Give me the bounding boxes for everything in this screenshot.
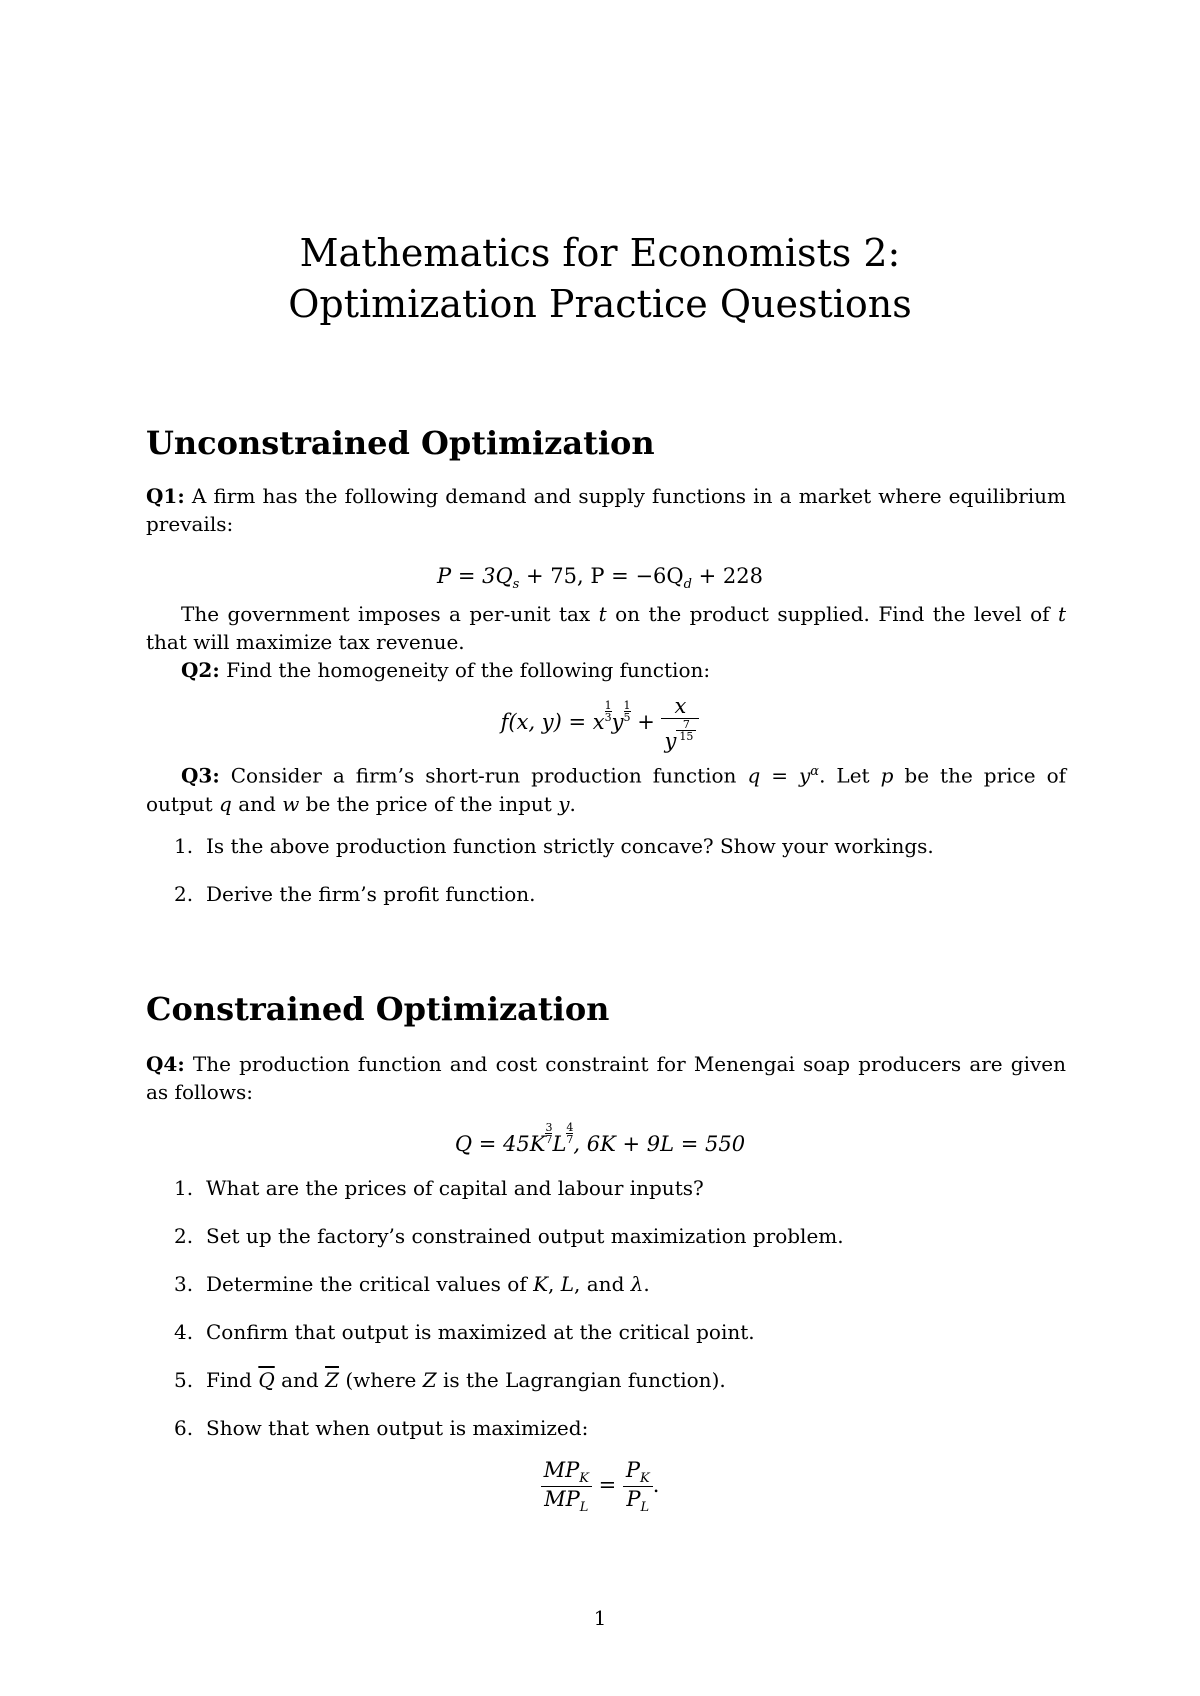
q1-label: Q1: [146, 484, 185, 508]
q1-text: A firm has the following demand and supply functions in a market where equilibrium prevails: [146, 484, 1067, 536]
q3-text-p: p [880, 763, 894, 788]
q4-final-den2-text: P [626, 1487, 641, 1512]
q3-text-d: and [231, 791, 283, 816]
q4-item-3-comma2: , and [574, 1272, 631, 1296]
q4-item-5-text-a: Find [206, 1368, 259, 1392]
q3-item-1-num: 1. [174, 834, 194, 858]
q1-followup-b: on the product supplied. Find the level of [606, 602, 1058, 626]
q3-text-a: Consider a firm’s short-run production function [230, 763, 748, 788]
q1-followup [146, 600, 1066, 656]
q3-text-alpha: α [810, 764, 820, 779]
q4-item-3-comma1: , [548, 1272, 561, 1296]
q3-item-2 [174, 880, 536, 908]
q4-item-1-text: What are the prices of capital and labour inputs? [206, 1176, 704, 1200]
q4-paragraph [146, 1050, 1066, 1106]
q4-text: The production function and cost constraint for Menengai soap producers are given as follows: [146, 1052, 1067, 1104]
q4-final-frac-1 [541, 1458, 592, 1515]
q1-equation [0, 564, 1200, 592]
q4-item-5-num: 5. [174, 1368, 194, 1392]
q1-eq-part1: P = 3Q [437, 564, 513, 588]
title-line-2: Optimization Practice Questions [288, 282, 912, 326]
q4-final-num2-text: P [625, 1458, 641, 1482]
q4-eq-L: L [552, 1132, 567, 1156]
q3-text-q: q = y [747, 763, 811, 788]
section-heading-constrained: Constrained Optimization [146, 990, 610, 1028]
q4-item-4-num: 4. [174, 1320, 194, 1344]
q3-item-1 [174, 832, 934, 860]
q4-item-3 [174, 1270, 650, 1298]
q4-item-1 [174, 1174, 704, 1202]
q4-item-6 [174, 1414, 588, 1442]
q4-equation [0, 1122, 1200, 1156]
q2-frac-den: y [664, 729, 677, 753]
q3-text-c: be the price of output [146, 763, 1067, 816]
q2-exp3-num: 7 [676, 719, 696, 731]
q4-item-3-end: . [643, 1272, 650, 1296]
q4-exp1-num: 3 [545, 1121, 553, 1134]
q4-final-den1-sub: L [579, 1500, 589, 1516]
q1-followup-t: t [598, 602, 607, 626]
q2-exp2-den: 5 [623, 711, 631, 724]
q4-final-den2-sub: L [640, 1500, 650, 1516]
q2-frac-den-wrap [661, 719, 699, 753]
q3-item-2-num: 2. [174, 882, 194, 906]
q2-exp-2 [624, 700, 631, 723]
q2-fraction [661, 694, 699, 753]
q3-text-q2: q [219, 791, 232, 816]
document-title [0, 228, 1200, 330]
q3-text-b: . Let [819, 763, 881, 788]
page-number: 1 [593, 1606, 607, 1630]
q4-final-num1-sub: K [579, 1471, 589, 1487]
q2-eq-plus: + [630, 710, 662, 734]
q4-final-period: . [652, 1473, 660, 1498]
q4-final-frac-2 [623, 1458, 653, 1515]
q2-eq-lhs: f(x, y) = x [500, 710, 605, 734]
q4-final-den2 [623, 1487, 653, 1515]
q4-item-1-num: 1. [174, 1176, 194, 1200]
q4-eq-b: , 6K + 9L = 550 [573, 1132, 746, 1156]
q3-text-e: be the price of the input [299, 791, 559, 816]
q4-final-num2-sub: K [640, 1471, 650, 1487]
q4-item-3-text-a: Determine the critical values of [206, 1272, 534, 1296]
q4-item-3-num: 3. [174, 1272, 194, 1296]
q2-label: Q2: [181, 658, 220, 682]
q1-paragraph [146, 482, 1066, 538]
q4-item-4-text: Confirm that output is maximized at the critical point. [206, 1320, 755, 1344]
q4-item-5-Z: $\overline{Z}$ [325, 1368, 339, 1392]
q4-item-3-lambda: λ [630, 1272, 644, 1296]
q4-final-equation [0, 1458, 1200, 1515]
q4-exp2-den: 7 [566, 1133, 574, 1146]
q3-text-w: w [282, 791, 300, 816]
q3-item-2-text: Derive the firm’s profit function. [206, 882, 536, 906]
q2-exp3-den: 15 [679, 730, 694, 743]
q1-eq-sub-d: d [683, 577, 692, 593]
q4-item-5 [174, 1366, 726, 1394]
q4-final-num2 [623, 1458, 653, 1487]
title-line-1: Mathematics for Economists 2: [299, 231, 901, 275]
q4-final-num1 [541, 1458, 592, 1487]
q4-item-5-Z2: Z [422, 1368, 437, 1392]
q2-equation [0, 694, 1200, 753]
q4-final-den1-text: MP [544, 1487, 580, 1512]
q2-paragraph [146, 656, 1066, 684]
q1-followup-a: The government imposes a per-unit tax [181, 602, 599, 626]
q4-item-6-num: 6. [174, 1416, 194, 1440]
q2-exp-3 [676, 719, 696, 742]
q4-item-2 [174, 1222, 844, 1250]
q4-item-3-L: L [560, 1272, 575, 1296]
q4-final-den1 [541, 1487, 592, 1515]
q4-exp1-den: 7 [545, 1133, 553, 1146]
q4-exp2-num: 4 [566, 1121, 574, 1134]
q1-followup-c: that will maximize tax revenue. [146, 630, 465, 654]
section-heading-unconstrained: Unconstrained Optimization [146, 424, 655, 462]
q2-frac-num: x [661, 694, 699, 719]
q4-item-5-Q: $\overline{Q}$ [258, 1368, 275, 1392]
q2-exp1-num: 1 [604, 699, 612, 712]
q4-eq-a: Q = 45K [454, 1132, 546, 1156]
q4-final-equals: = [591, 1473, 623, 1498]
q2-exp1-den: 3 [604, 711, 612, 724]
q4-item-6-text: Show that when output is maximized: [206, 1416, 589, 1440]
q2-text: Find the homogeneity of the following function: [226, 658, 711, 682]
q4-item-3-K: K [533, 1272, 549, 1296]
q2-exp2-num: 1 [623, 699, 631, 712]
q4-label: Q4: [146, 1052, 185, 1076]
q4-item-5-text-b: (where [338, 1368, 423, 1392]
q1-eq-part3: + 228 [691, 564, 763, 588]
q4-item-2-num: 2. [174, 1224, 194, 1248]
q3-item-1-text: Is the above production function strictly concave? Show your workings. [206, 834, 934, 858]
q1-followup-t2: t [1057, 602, 1066, 626]
q4-item-5-and: and [274, 1368, 326, 1392]
q3-label: Q3: [181, 763, 220, 788]
q2-eq-y: y [611, 710, 624, 734]
q4-item-2-text: Set up the factory’s constrained output maximization problem. [206, 1224, 844, 1248]
q1-eq-part2: + 75, P = −6Q [519, 564, 684, 588]
q1-eq-sub-s: s [512, 577, 520, 593]
q2-exp-1 [605, 700, 612, 723]
q4-final-num1-text: MP [543, 1458, 580, 1482]
q3-text-f: . [569, 791, 576, 816]
q3-text-y: y [558, 791, 570, 816]
q3-paragraph [146, 758, 1066, 818]
q4-item-4 [174, 1318, 755, 1346]
q4-item-5-text-c: is the Lagrangian function). [436, 1368, 726, 1392]
